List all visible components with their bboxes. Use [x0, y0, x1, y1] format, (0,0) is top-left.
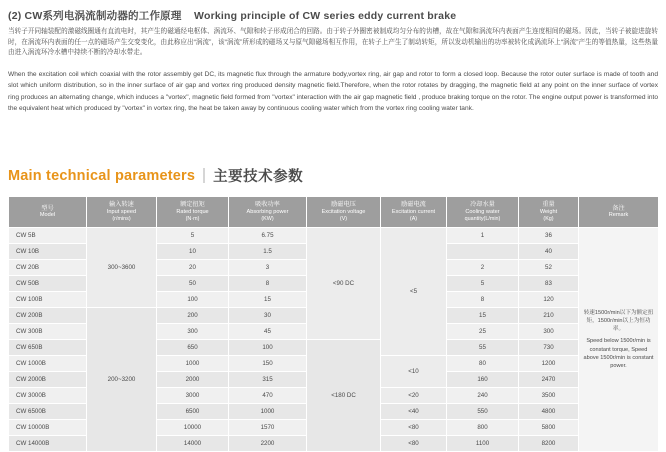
cell-cooling-water: 240: [447, 388, 519, 404]
cell-absorbing-power: 150: [229, 356, 307, 372]
cell-weight: 83: [519, 276, 579, 292]
cell-cooling-water: 5: [447, 276, 519, 292]
cell-absorbing-power: 45: [229, 324, 307, 340]
cell-rated-torque: 650: [157, 340, 229, 356]
page-heading: [8, 8, 658, 23]
cell-model: CW 300B: [9, 324, 87, 340]
cell-rated-torque: 300: [157, 324, 229, 340]
cell-model: CW 1000B: [9, 356, 87, 372]
cell-cooling-water: 25: [447, 324, 519, 340]
cell-model: CW 200B: [9, 308, 87, 324]
table-header-cell-8: 备注 Remark: [579, 197, 659, 228]
cell-weight: 52: [519, 260, 579, 276]
cell-input-speed: 300~3600: [87, 228, 157, 308]
table-header-cell-7: 重量 Weight (Kg): [519, 197, 579, 228]
cell-cooling-water: 1100: [447, 436, 519, 452]
paragraph-chinese: 当转子开同轴装配的激磁线圈通有直流电时，其产生的磁通经电枢体、涡流环、气隙和转子形成闭合的回路。由于转子外圈密被制成均匀分布的齿槽，故在气隙和涡流环内表面产生连度相间的磁场。因此，当转子被旋进旋转时，在涡流环内表面的任一点的磁场产生交变变化，由此称应出“涡流”，该“涡流”所形成的磁场又与原气隙磁场相互作用，在转子上产生了制动转矩，所以发动机输出的功率被转化成涡流环上“涡流”产生的等值热量，这些热量由进入涡流环冷水槽中持续不断的冷却水带走。: [8, 28, 658, 57]
cell-rated-torque: 2000: [157, 372, 229, 388]
cell-absorbing-power: 100: [229, 340, 307, 356]
specs-table: [8, 196, 659, 452]
remark-en: Speed below 1500r/min is constant torque, Speed above 1500r/min is constant power.: [583, 338, 654, 369]
page-heading-en: Working principle of CW series eddy current brake: [194, 10, 457, 22]
table-row: [9, 228, 659, 244]
table-header-cell-1: 输入转速 Input speed (r/mins): [87, 197, 157, 228]
cell-excitation-current: <80: [381, 420, 447, 436]
cell-rated-torque: 6500: [157, 404, 229, 420]
remark-cn: 转速1500r/min以下为额定扭矩，1500r/min以上为恒功率。: [583, 310, 654, 333]
cell-weight: 730: [519, 340, 579, 356]
cell-rated-torque: 20: [157, 260, 229, 276]
cell-weight: 2470: [519, 372, 579, 388]
cell-model: CW 20B: [9, 260, 87, 276]
cell-rated-torque: 14000: [157, 436, 229, 452]
cell-cooling-water: 800: [447, 420, 519, 436]
cell-rated-torque: 10: [157, 244, 229, 260]
cell-weight: 5800: [519, 420, 579, 436]
cell-absorbing-power: 3: [229, 260, 307, 276]
cell-cooling-water: 160: [447, 372, 519, 388]
cell-weight: 120: [519, 292, 579, 308]
specs-table-body: [9, 228, 659, 452]
cell-model: CW 6500B: [9, 404, 87, 420]
table-header-cell-5: 励磁电流 Excitation current (A): [381, 197, 447, 228]
cell-rated-torque: 10000: [157, 420, 229, 436]
cell-model: CW 2000B: [9, 372, 87, 388]
cell-remark: [579, 228, 659, 452]
cell-cooling-water: 15: [447, 308, 519, 324]
cell-rated-torque: 100: [157, 292, 229, 308]
cell-model: CW 14000B: [9, 436, 87, 452]
cell-cooling-water: [447, 244, 519, 260]
cell-absorbing-power: 6.75: [229, 228, 307, 244]
section-title-divider: [203, 168, 205, 183]
cell-absorbing-power: 30: [229, 308, 307, 324]
cell-cooling-water: 1: [447, 228, 519, 244]
cell-weight: 1200: [519, 356, 579, 372]
cell-input-speed: 200~3200: [87, 308, 157, 452]
page-heading-cn: (2) CW系列电涡流制动器的工作原理: [8, 10, 182, 22]
specs-table-wrapper: [8, 196, 658, 452]
cell-rated-torque: 5: [157, 228, 229, 244]
cell-absorbing-power: 470: [229, 388, 307, 404]
cell-model: CW 5B: [9, 228, 87, 244]
table-header-cell-2: 额定扭矩 Rated torque (N·m): [157, 197, 229, 228]
cell-model: CW 50B: [9, 276, 87, 292]
cell-weight: 300: [519, 324, 579, 340]
section-title-cn: 主要技术参数: [213, 169, 304, 185]
cell-excitation-voltage: <180 DC: [307, 340, 381, 452]
cell-model: CW 10000B: [9, 420, 87, 436]
cell-model: CW 10B: [9, 244, 87, 260]
table-header-cell-3: 吸收功率 Absorbing power (KW): [229, 197, 307, 228]
cell-model: CW 650B: [9, 340, 87, 356]
cell-cooling-water: 80: [447, 356, 519, 372]
cell-weight: 210: [519, 308, 579, 324]
section-title: [8, 165, 303, 186]
cell-rated-torque: 3000: [157, 388, 229, 404]
cell-cooling-water: 550: [447, 404, 519, 420]
cell-excitation-voltage: <90 DC: [307, 228, 381, 340]
cell-model: CW 3000B: [9, 388, 87, 404]
cell-excitation-current: <80: [381, 436, 447, 452]
cell-excitation-current: <40: [381, 404, 447, 420]
cell-excitation-current: <20: [381, 388, 447, 404]
cell-rated-torque: 50: [157, 276, 229, 292]
cell-excitation-current: <10: [381, 356, 447, 388]
cell-cooling-water: 55: [447, 340, 519, 356]
cell-weight: 36: [519, 228, 579, 244]
cell-cooling-water: 8: [447, 292, 519, 308]
cell-absorbing-power: 15: [229, 292, 307, 308]
cell-cooling-water: 2: [447, 260, 519, 276]
cell-absorbing-power: 2200: [229, 436, 307, 452]
paragraph-english: When the excitation coil which coaxial with the rotor assembly get DC, its magnetic flux through the armature body,vortex ring, air gap and rotor to form a closed loop. Because the rotor outer surface is made of tooth and slot which uniform distribution, so in the inner surface of air gap and vortex ring produced density magnetic field.Therefore, when the rotor rotates by dragging, the magnetic field at any point on the inner surface of vortex ring produces an alternating change, which induces a "vortex", magnetic field formed from "vortex" interaction with the air gap magnetic field , produce braking torque on the rotor. The engine output power is transformed into the equivalent heat which produced by "vortex" in vortex ring, the heat be taken away by continuous cooling water which from the vortex ring cooling water tank.: [8, 71, 658, 112]
specs-table-head: [9, 197, 659, 228]
table-header-cell-4: 励磁电压 Excitation voltage (V): [307, 197, 381, 228]
table-header-row: [9, 197, 659, 228]
cell-weight: 40: [519, 244, 579, 260]
cell-absorbing-power: 1.5: [229, 244, 307, 260]
cell-absorbing-power: 1570: [229, 420, 307, 436]
cell-rated-torque: 200: [157, 308, 229, 324]
cell-rated-torque: 1000: [157, 356, 229, 372]
cell-model: CW 100B: [9, 292, 87, 308]
cell-absorbing-power: 315: [229, 372, 307, 388]
cell-absorbing-power: 8: [229, 276, 307, 292]
table-header-cell-6: 冷却水量 Cooling water quantity(L/min): [447, 197, 519, 228]
cell-weight: 8200: [519, 436, 579, 452]
table-header-cell-0: 型号 Model: [9, 197, 87, 228]
section-title-en: Main technical parameters: [8, 167, 196, 184]
cell-excitation-current: <5: [381, 228, 447, 356]
cell-weight: 4800: [519, 404, 579, 420]
cell-absorbing-power: 1000: [229, 404, 307, 420]
cell-weight: 3500: [519, 388, 579, 404]
